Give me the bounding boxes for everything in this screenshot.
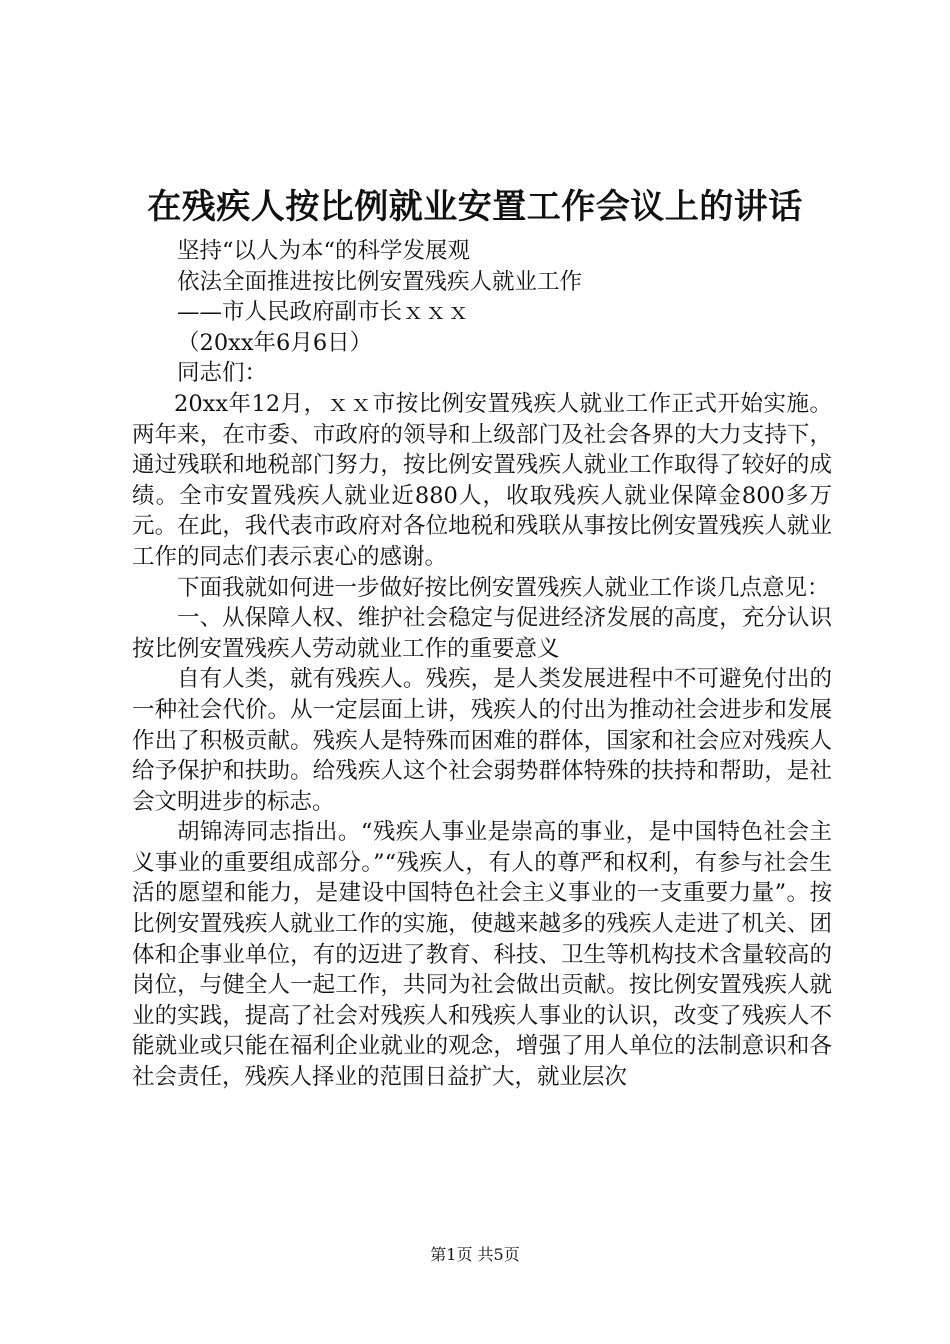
paragraph: 自有人类，就有残疾人。残疾，是人类发展进程中不可避免付出的一种社会代价。从一定层面上讲，残疾人的付出为推动社会进步和发展作出了积极贡献。残疾人是特殊而困难的群体，国家和社会应对残疾人给予保护和扶助。给残疾人这个社会弱势群体特殊的扶持和帮助，是社会文明进步的标志。	[132, 666, 832, 815]
greeting-line: 同志们：	[177, 360, 268, 387]
page-number-footer: 第1页 共5页	[430, 1245, 520, 1264]
subtitle-line-1: 坚持“以人为本“的科学发展观	[177, 238, 471, 264]
speaker-line: ——市人民政府副市长ｘｘｘ	[177, 299, 470, 326]
paragraph: 20xx年12月，ｘｘ市按比例安置残疾人就业工作正式开始实施。两年来，在市委、市政府的领导和上级部门及社会各界的大力支持下，通过残联和地税部门努力，按比例安置残疾人就业工作取得了较好的成绩。全市安置残疾人就业近880人，收取残疾人就业保障金800多万元。在此，我代表市政府对各位地税和残联从事按比例安置残疾人就业工作的同志们表示衷心的感谢。	[132, 390, 832, 570]
document-body	[132, 236, 832, 1093]
subtitle-line-2: 依法全面推进按比例安置残疾人就业工作	[177, 268, 583, 295]
paragraph: 胡锦涛同志指出。“残疾人事业是崇高的事业，是中国特色社会主义事业的重要组成部分。”“残疾人，有人的尊严和权利，有参与社会生活的愿望和能力，是建设中国特色社会主义事业的一支重要力量”。按比例安置残疾人就业工作的实施，使越来越多的残疾人走进了机关、团体和企事业单位，有的迈进了教育、科技、卫生等机构技术含量较高的岗位，与健全人一起工作，共同为社会做出贡献。按比例安置残疾人就业的实践，提高了社会对残疾人和残疾人事业的认识，改变了残疾人不能就业或只能在福利企业就业的观念，增强了用人单位的法制意识和各社会责任，残疾人择业的范围日益扩大，就业层次	[132, 819, 832, 1091]
date-line: （20xx年6月6日）	[177, 329, 373, 356]
section-heading: 一、从保障人权、维护社会稳定与促进经济发展的高度，充分认识按比例安置残疾人劳动就业工作的重要意义	[132, 605, 832, 662]
document-title: 在残疾人按比例就业安置工作会议上的讲话	[147, 187, 803, 227]
paragraph: 下面我就如何进一步做好按比例安置残疾人就业工作谈几点意见：	[177, 574, 830, 601]
